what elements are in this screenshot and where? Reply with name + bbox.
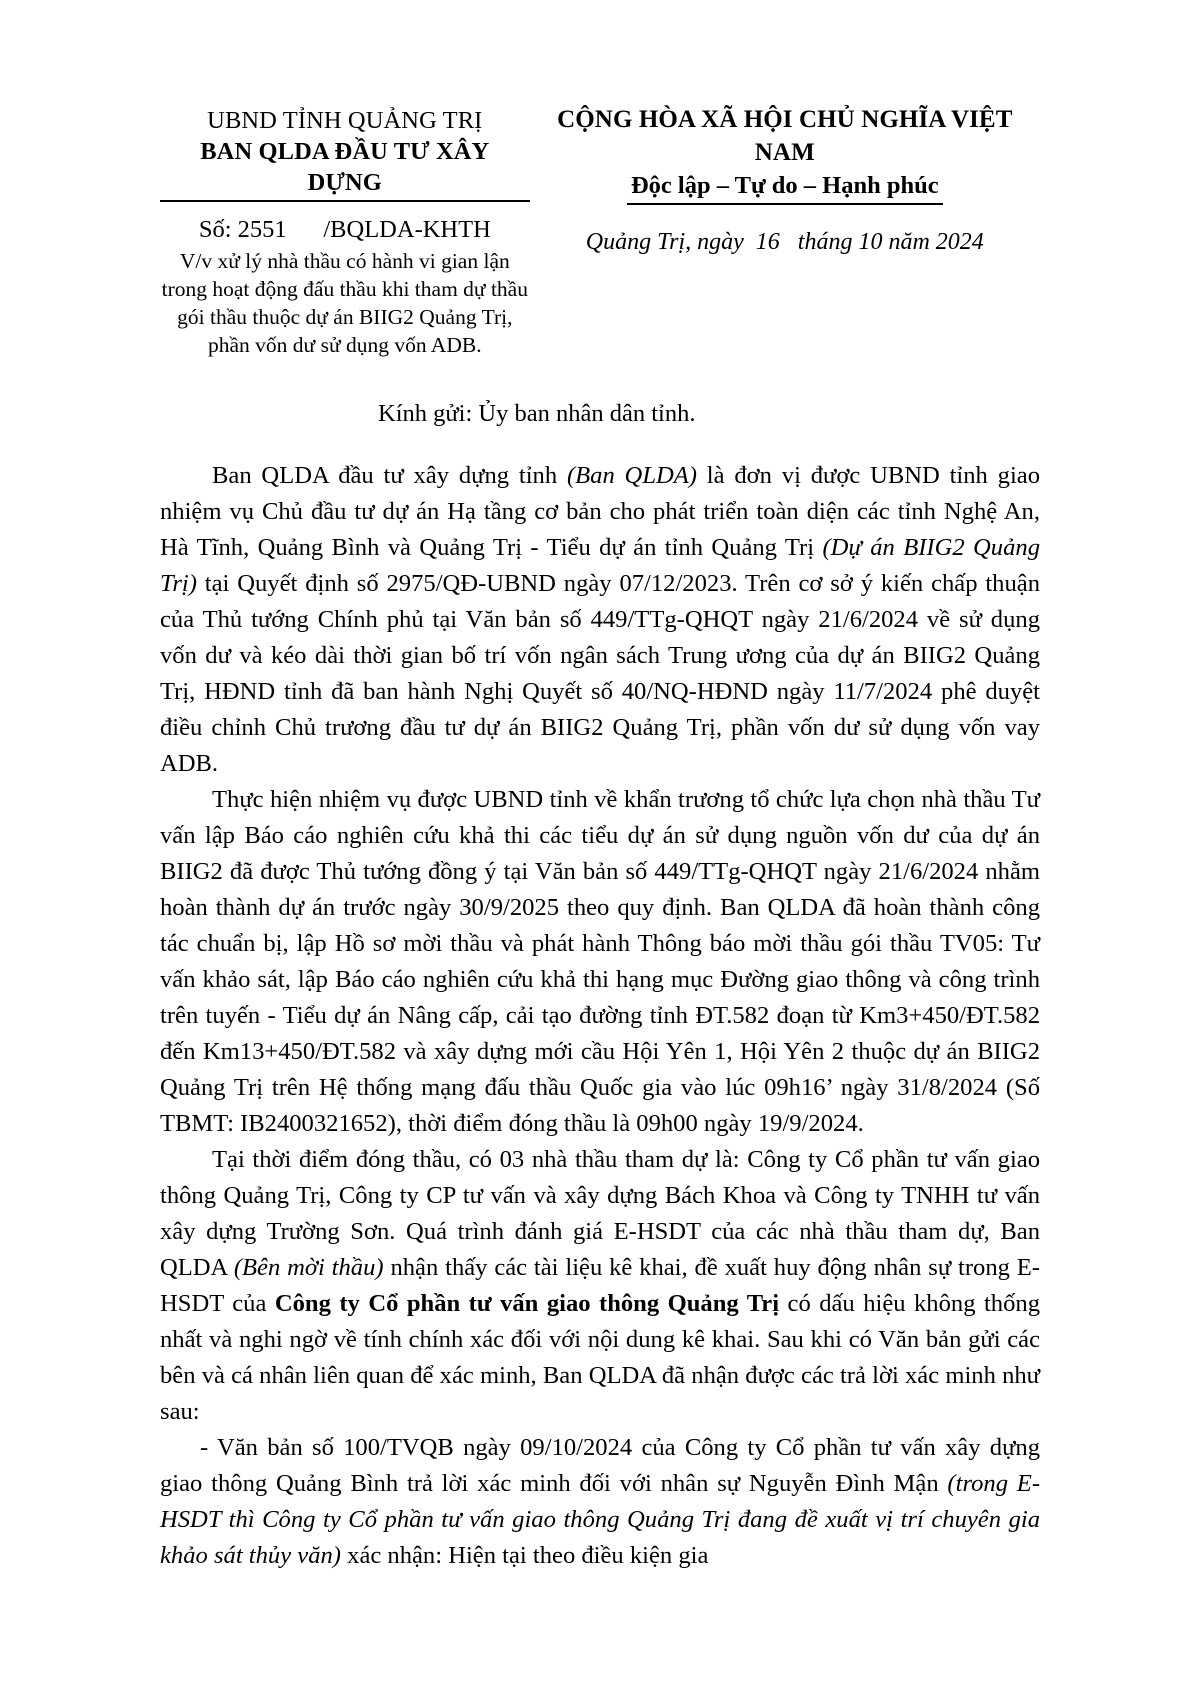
issuing-agency-block	[160, 104, 530, 360]
national-heading-block	[530, 104, 1040, 258]
subject-line-1: V/v xử lý nhà thầu có hành vi gian lận	[179, 249, 510, 274]
subject-line-3: gói thầu thuộc dự án BIIG2 Quảng Trị,	[177, 305, 513, 330]
subject-line-4: phần vốn dư sử dụng vốn ADB.	[208, 333, 482, 358]
p1-part-b: là đơn vị được UBND tỉnh giao nhiệm vụ Chủ đầu tư dự án Hạ tầng cơ bản cho phát triển toàn diện các tỉnh Nghệ An, Hà Tĩnh, Quảng Bình và Quảng Trị - Tiểu dự án tỉnh Quảng Trị	[160, 461, 1041, 561]
p1-italic-ban-qlda: (Ban QLDA)	[566, 461, 697, 489]
national-motto-wrapper	[530, 169, 1040, 205]
p3-part-b: nhận thấy các tài liệu kê khai, đề xuất huy động nhân sự trong E-HSDT của	[160, 1254, 1040, 1318]
p1-italic-project-name: (Dự án BIIG2 Quảng Trị)	[160, 533, 1040, 597]
document-number: Số: 2551 /BQLDA-KHTH	[198, 215, 491, 243]
paragraph-1	[160, 458, 1040, 782]
p4-part-a: - Văn bản số 100/TVQB ngày 09/10/2024 của Công ty Cổ phần tư vấn xây dựng giao thông Quảng Bình trả lời xác minh đối với nhân sự Nguyễn Đình Mận	[160, 1434, 1040, 1498]
document-subject	[160, 248, 530, 360]
p3-bold-company-name: Công ty Cổ phần tư vấn giao thông Quảng Trị	[274, 1290, 780, 1318]
document-body	[160, 458, 1040, 1574]
p4-italic-position-note: (trong E-HSDT thì Công ty Cổ phần tư vấn giao thông Quảng Trị đang đề xuất vị trí chuyên gia khảo sát thủy văn)	[160, 1470, 1041, 1570]
p3-part-a: Tại thời điểm đóng thầu, có 03 nhà thầu tham dự là: Công ty Cổ phần tư vấn giao thông Quảng Trị, Công ty CP tư vấn và xây dựng Bách Khoa và Công ty TNHH tư vấn xây dựng Trường Sơn. Quá trình đánh giá E-HSDT của các nhà thầu tham dự, Ban QLDA	[160, 1146, 1040, 1282]
document-masthead	[160, 104, 1040, 360]
agency-name-wrapper	[160, 137, 530, 202]
national-title: CỘNG HÒA XÃ HỘI CHỦ NGHĨA VIỆT NAM	[557, 106, 1013, 166]
paragraph-3	[160, 1142, 1040, 1430]
place-and-date: Quảng Trị, ngày 16 tháng 10 năm 2024	[585, 228, 984, 255]
paragraph-2: Thực hiện nhiệm vụ được UBND tỉnh về khẩn trương tổ chức lựa chọn nhà thầu Tư vấn lập Báo cáo nghiên cứu khả thi các tiểu dự án sử dụng nguồn vốn dư của dự án BIIG2 đã được Thủ tướng đồng ý tại Văn bản số 449/TTg-QHQT ngày 21/6/2024 nhằm hoàn thành dự án trước ngày 30/9/2025 theo quy định. Ban QLDA đã hoàn thành công tác chuẩn bị, lập Hồ sơ mời thầu và phát hành Thông báo mời thầu gói thầu TV05: Tư vấn khảo sát, lập Báo cáo nghiên cứu khả thi hạng mục Đường giao thông và công trình trên tuyến - Tiểu dự án Nâng cấp, cải tạo đường tỉnh ĐT.582 đoạn từ Km3+450/ĐT.582 đến Km13+450/ĐT.582 và xây dựng mới cầu Hội Yên 1, Hội Yên 2 thuộc dự án BIIG2 Quảng Trị trên Hệ thống mạng đấu thầu Quốc gia vào lúc 09h16’ ngày 31/8/2024 (Số TBMT: IB2400321652), thời điểm đóng thầu là 09h00 ngày 19/9/2024.	[160, 785, 1040, 1138]
paragraph-4	[160, 1430, 1040, 1574]
province-authority-name: UBND TỈNH QUẢNG TRỊ	[207, 107, 483, 134]
subject-line-2: trong hoạt động đấu thầu khi tham dự thầu	[161, 277, 528, 302]
p3-part-c: có dấu hiệu không thống nhất và nghi ngờ về tính chính xác đối với nội dung kê khai. Sau khi có Văn bản gửi các bên và cá nhân liên quan để xác minh, Ban QLDA đã nhận được các trả lời xác minh như sau:	[160, 1290, 1040, 1426]
p1-part-c: tại Quyết định số 2975/QĐ-UBND ngày 07/12/2023. Trên cơ sở ý kiến chấp thuận của Thủ tướng Chính phủ tại Văn bản số 449/TTg-QHQT ngày 21/6/2024 về sử dụng vốn dư và kéo dài thời gian bố trí vốn ngân sách Trung ương của dự án BIIG2 Quảng Trị, HĐND tỉnh đã ban hành Nghị Quyết số 40/NQ-HĐND ngày 11/7/2024 phê duyệt điều chỉnh Chủ trương đầu tư dự án BIIG2 Quảng Trị, phần vốn dư sử dụng vốn vay ADB.	[160, 569, 1040, 777]
recipient-line: Kính gửi: Ủy ban nhân dân tỉnh.	[378, 399, 696, 427]
national-motto: Độc lập – Tự do – Hạnh phúc	[627, 170, 943, 205]
agency-name: BAN QLDA ĐẦU TƯ XÂY DỰNG	[160, 137, 530, 202]
p4-part-b: xác nhận: Hiện tại theo điều kiện gia	[341, 1542, 709, 1570]
p1-part-a: Ban QLDA đầu tư xây dựng tỉnh	[212, 461, 567, 489]
p3-italic-inviting-party: (Bên mời thầu)	[233, 1254, 384, 1282]
